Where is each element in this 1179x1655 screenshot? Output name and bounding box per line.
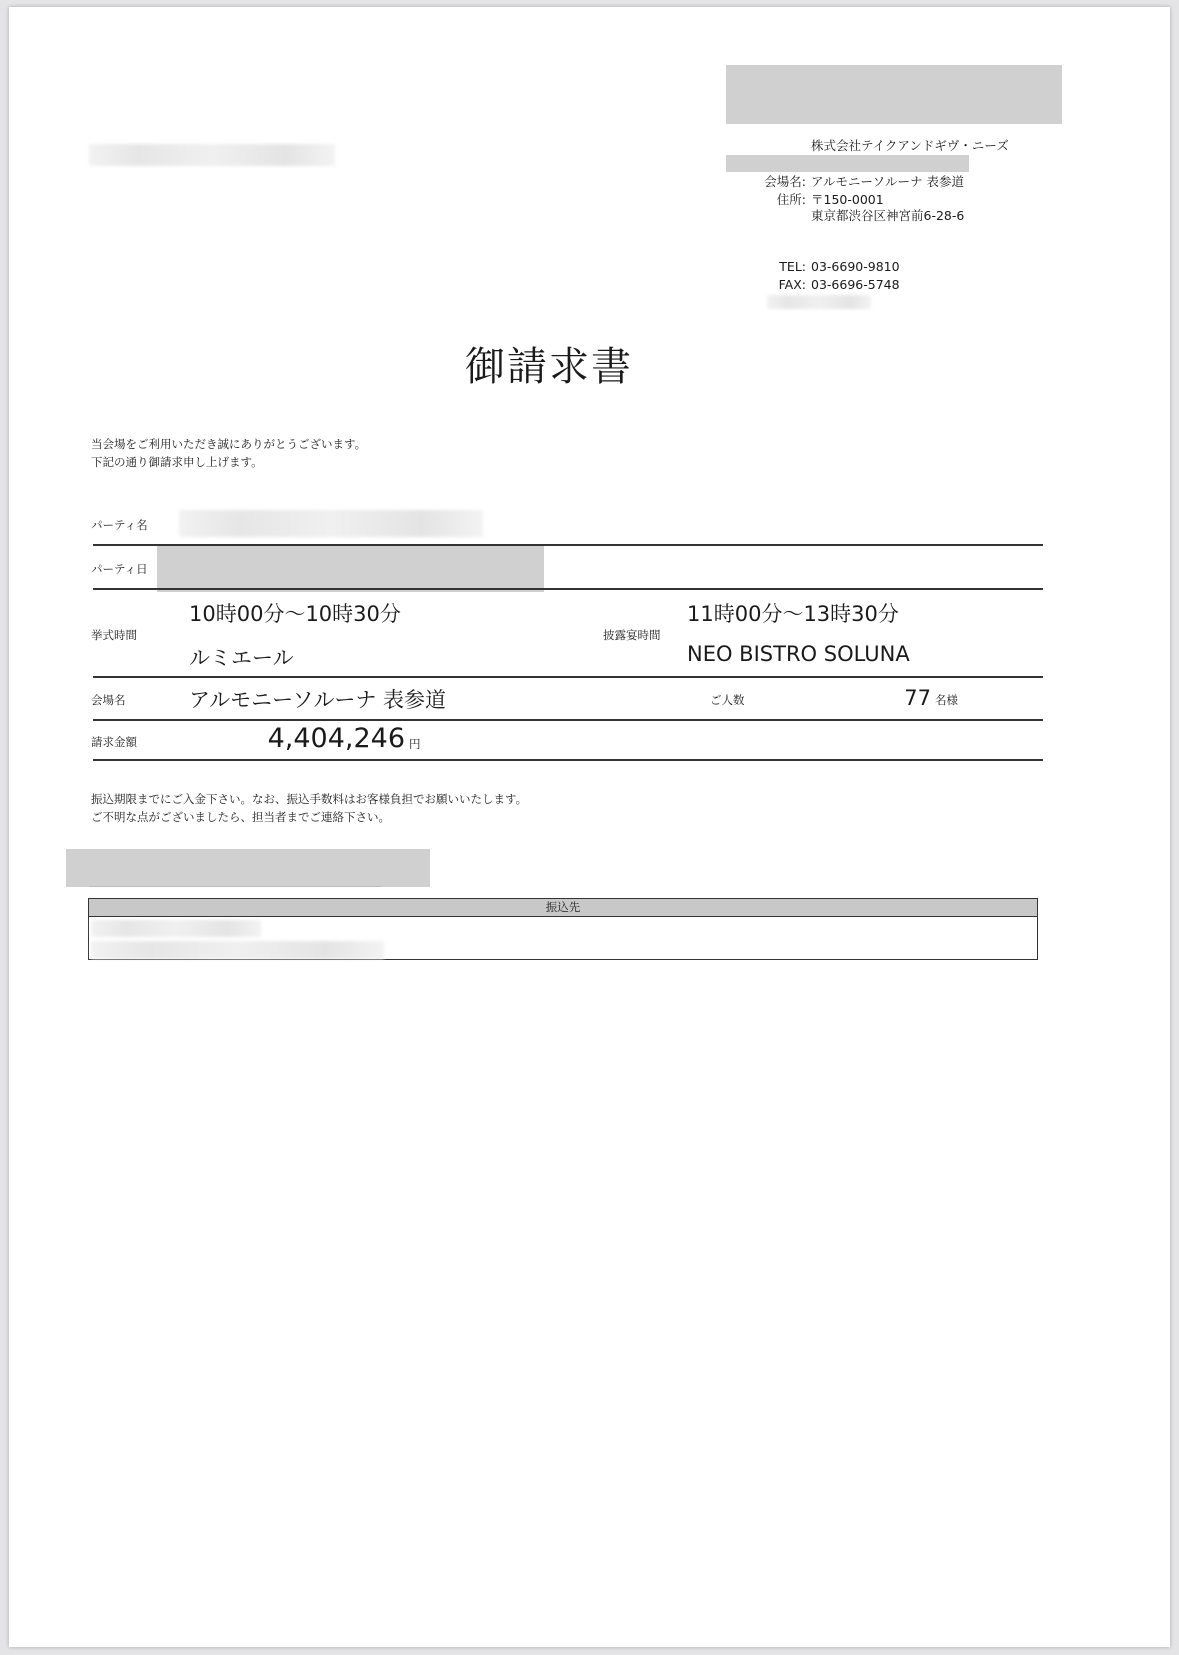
reception-time: 11時00分〜13時30分 [687, 602, 899, 626]
account-info-blurred [91, 941, 384, 959]
reception-place: NEO BISTRO SOLUNA [687, 642, 910, 666]
venue-value: アルモニーソルーナ 表参道 [811, 174, 964, 189]
party-name-blurred [179, 510, 483, 537]
venue-row-label: 会場名 [91, 693, 126, 707]
tel-number: 03-6690-9810 [811, 259, 900, 274]
venue-row-value: アルモニーソルーナ 表参道 [189, 688, 446, 712]
company-branch-redacted [726, 155, 969, 172]
party-name-label: パーティ名 [91, 518, 148, 532]
intro-line-2: 下記の通り御請求申し上げます。 [91, 455, 263, 469]
divider [93, 759, 1043, 761]
postal-code: 〒150-0001 [811, 192, 884, 207]
ceremony-time: 10時00分〜10時30分 [189, 602, 401, 626]
intro-line-1: 当会場をご利用いただき誠にありがとうございます。 [91, 437, 367, 451]
contact-email-blurred [767, 295, 871, 309]
divider [93, 676, 1043, 678]
fax-number: 03-6696-5748 [811, 277, 900, 292]
guests-value: 77 [904, 686, 931, 710]
staff-underline [89, 886, 381, 887]
reception-label: 披露宴時間 [603, 628, 661, 642]
company-logo-redacted [726, 65, 1062, 124]
amount-unit: 円 [409, 737, 421, 751]
invoice-page [9, 7, 1170, 1647]
party-date-redacted [157, 546, 544, 592]
address: 東京都渋谷区神宮前6-28-6 [811, 208, 965, 223]
ceremony-place: ルミエール [189, 646, 294, 670]
address-label: 住所: [776, 192, 806, 207]
fax-label: FAX: [778, 277, 806, 292]
bank-info-blurred [91, 920, 261, 937]
tel-label: TEL: [779, 259, 806, 274]
amount-value: 4,404,246 [267, 723, 405, 754]
party-date-label: パーティ日 [91, 562, 148, 576]
note-line-2: ご不明な点がございましたら、担当者までご連絡下さい。 [91, 810, 390, 824]
note-line-1: 振込期限までにご入金下さい。なお、振込手数料はお客様負担でお願いいたします。 [91, 792, 528, 806]
document-title: 御請求書 [465, 344, 633, 390]
amount-label: 請求金額 [91, 735, 137, 749]
guests-label: ご人数 [710, 693, 745, 707]
divider [93, 588, 1043, 590]
company-name: 株式会社テイクアンドギヴ・ニーズ [811, 138, 1009, 153]
transfer-header: 振込先 [89, 899, 1037, 917]
staff-info-redacted [66, 849, 430, 887]
guests-unit: 名様 [935, 693, 958, 707]
ceremony-label: 挙式時間 [91, 628, 137, 642]
divider [93, 719, 1043, 721]
recipient-name-blurred [89, 144, 335, 166]
venue-label: 会場名: [764, 174, 806, 189]
